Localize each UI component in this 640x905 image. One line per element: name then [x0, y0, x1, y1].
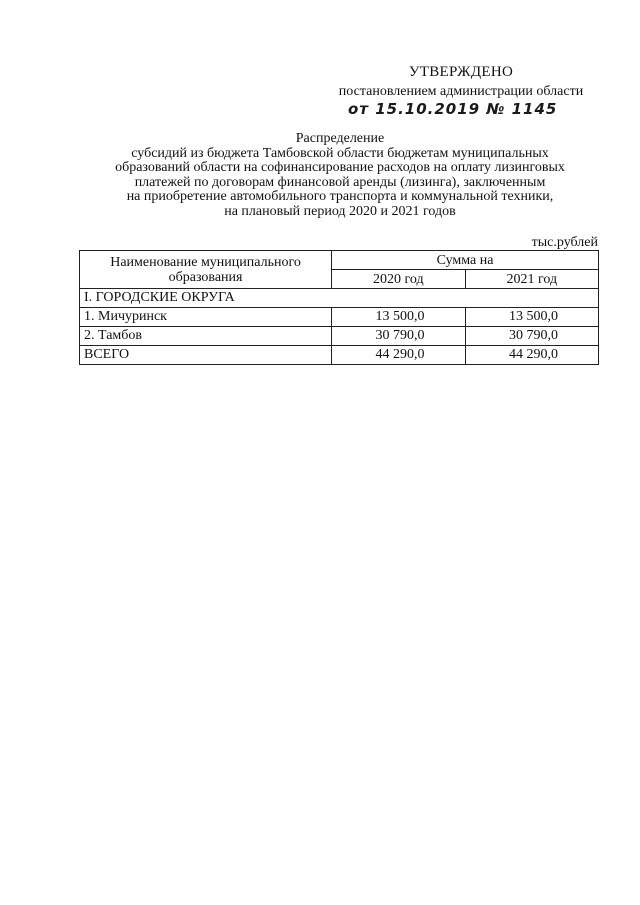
row-value-2021: 30 790,0 [465, 327, 598, 346]
row-name: ВСЕГО [80, 346, 332, 365]
table-header-row [80, 251, 599, 270]
header-year-2021: 2021 год [465, 270, 598, 289]
table-row [80, 308, 599, 327]
row-value-2020: 13 500,0 [332, 308, 465, 327]
approval-stamp: УТВЕРЖДЕНО [408, 64, 514, 80]
subsidy-table [79, 250, 599, 365]
row-value-2021: 13 500,0 [465, 308, 598, 327]
table-row [80, 327, 599, 346]
approval-authority: постановлением администрации области [338, 84, 584, 99]
row-name: 2. Тамбов [80, 327, 332, 346]
handwritten-date-number: от 15.10.2019 № 1145 [348, 100, 558, 118]
heading-line: платежей по договорам финансовой аренды (лизинга), заключенным [134, 174, 546, 190]
row-name: 1. Мичуринск [80, 308, 332, 327]
header-year-2020: 2020 год [332, 270, 465, 289]
heading-line: на приобретение автомобильного транспорта и коммунальной техники, [126, 189, 554, 204]
heading-line: субсидий из бюджета Тамбовской области бюджетам муниципальных [131, 145, 549, 161]
table-row-total [80, 346, 599, 365]
table-section-row [80, 289, 599, 308]
row-value-2020: 30 790,0 [332, 327, 465, 346]
document-heading [80, 132, 600, 219]
row-value-2021: 44 290,0 [465, 346, 598, 365]
section-label: I. ГОРОДСКИЕ ОКРУГА [80, 289, 599, 308]
heading-line: образований области на софинансирование расходов на оплату лизинговых [115, 160, 565, 175]
header-name: Наименование муниципального образования [80, 251, 332, 289]
heading-line: на плановый период 2020 и 2021 годов [224, 203, 456, 219]
units-label: тыс.рублей [531, 235, 598, 250]
header-sum: Сумма на [332, 251, 599, 270]
heading-line: Распределение [295, 131, 385, 146]
row-value-2020: 44 290,0 [332, 346, 465, 365]
